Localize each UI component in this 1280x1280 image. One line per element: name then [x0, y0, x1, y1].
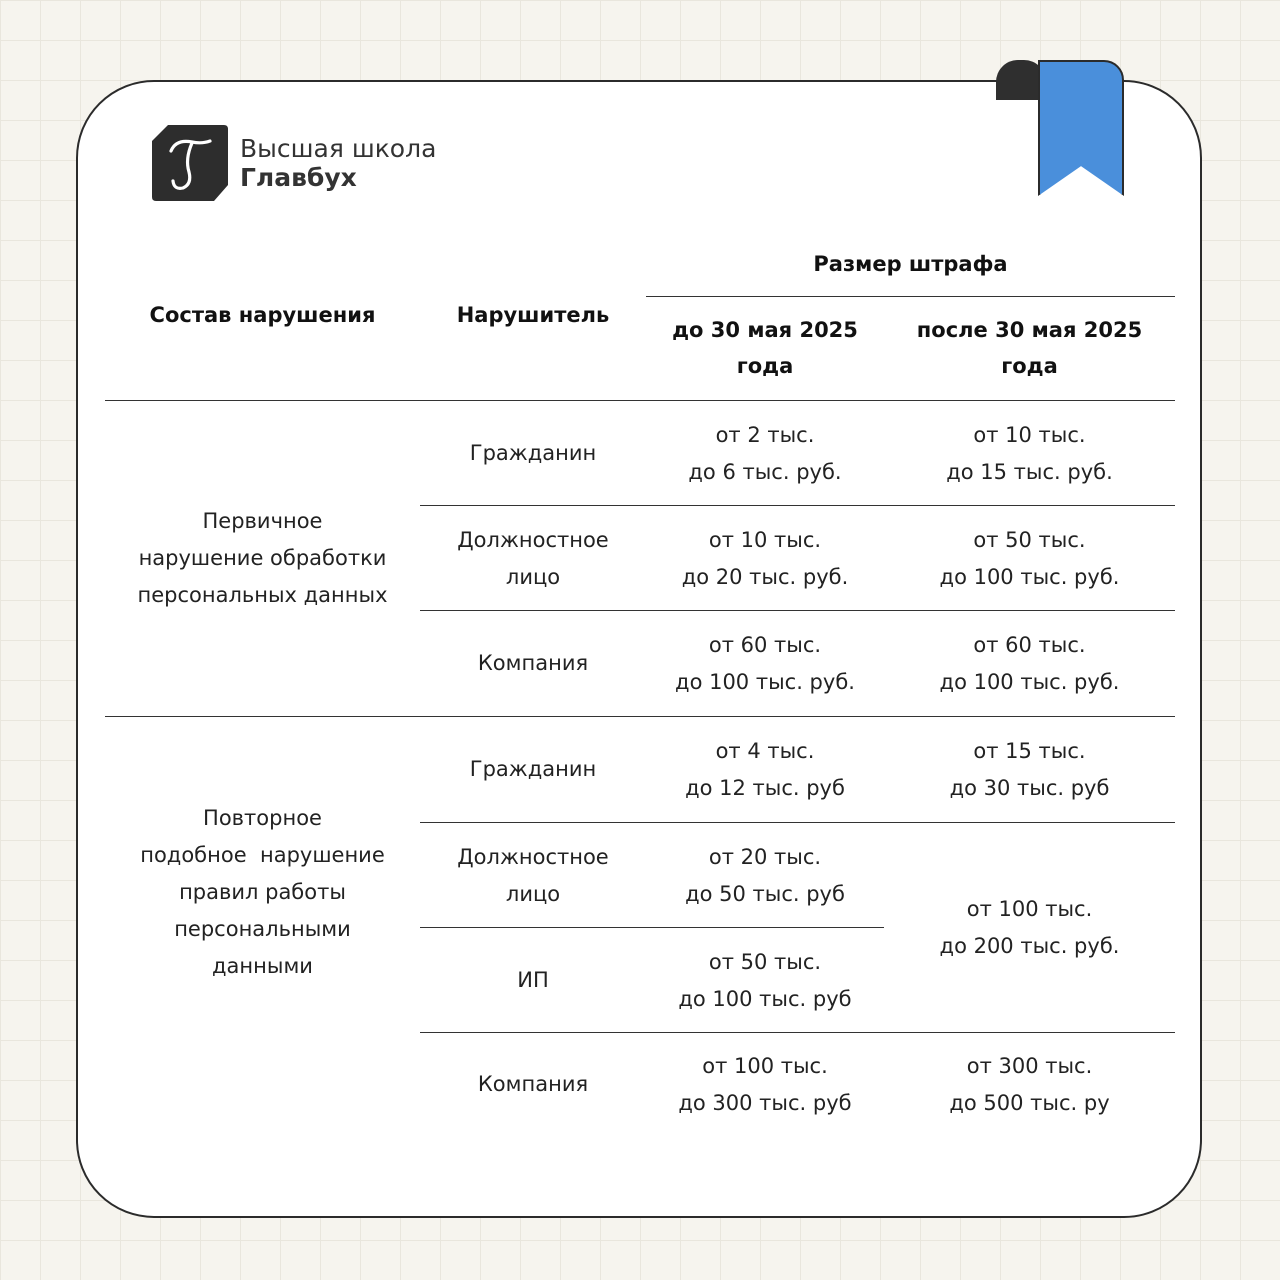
violation-line: данными [212, 953, 313, 978]
fine-line: до 20 тыс. руб. [681, 564, 849, 589]
fine-line: до 100 тыс. руб. [939, 669, 1120, 694]
fine-line: до 12 тыс. руб [685, 775, 845, 800]
violation-line: персональными [174, 916, 351, 941]
brand-line-1: Высшая школа [240, 134, 437, 163]
header-before-line2: года [736, 354, 794, 378]
fine-line: от 15 тыс. [973, 738, 1086, 763]
violator-cell [420, 506, 646, 611]
fine-after-merged-cell [884, 823, 1175, 1033]
fine-after-cell [884, 1033, 1175, 1136]
violator-line: Компания [477, 1072, 589, 1096]
fine-line: от 4 тыс. [715, 738, 815, 763]
violation-line: Первичное [202, 509, 323, 533]
violator-line: Должностное [457, 527, 609, 552]
violation-line: Повторное [203, 805, 322, 830]
header-violator: Нарушитель [456, 303, 610, 327]
fine-after-cell [884, 506, 1175, 611]
fine-line: от 10 тыс. [708, 527, 822, 552]
violator-line: лицо [505, 881, 561, 906]
violation-line: персональных данных [137, 583, 388, 607]
header-violation: Состав нарушения [149, 303, 376, 327]
header-after-date [884, 312, 1175, 384]
violator-cell [420, 401, 646, 506]
fine-before-cell [646, 611, 884, 716]
violator-cell [420, 717, 646, 822]
violator-line: лицо [505, 564, 561, 589]
fine-line: до 100 тыс. руб [678, 986, 852, 1011]
header-before-line1: до 30 мая 2025 [672, 318, 858, 342]
violation-primary [105, 401, 420, 716]
fine-before-cell [646, 1033, 884, 1136]
fine-before-cell [646, 928, 884, 1033]
violation-line: нарушение обработки [138, 546, 387, 570]
fine-line: до 300 тыс. руб [678, 1090, 852, 1115]
fine-line: до 100 тыс. руб. [675, 669, 855, 694]
violator-line: ИП [517, 968, 549, 992]
fine-line: до 100 тыс. руб. [939, 564, 1120, 589]
violator-line: Компания [477, 651, 589, 675]
header-after-line2: года [1001, 354, 1058, 378]
fine-after-cell [884, 717, 1175, 822]
fine-line: от 50 тыс. [708, 949, 822, 974]
fine-line: до 200 тыс. руб. [939, 934, 1120, 958]
fine-after-cell [884, 611, 1175, 716]
fine-line: от 100 тыс. [702, 1053, 828, 1078]
violator-line: Гражданин [469, 441, 597, 465]
fine-line: от 300 тыс. [966, 1053, 1093, 1078]
fine-line: до 50 тыс. руб [685, 881, 845, 906]
brand-name [240, 134, 436, 192]
fine-line: до 6 тыс. руб. [688, 459, 842, 484]
violation-line: правил работы [179, 879, 346, 904]
violator-cell [420, 823, 646, 928]
brand-logo-icon [152, 125, 228, 201]
fine-before-cell [646, 823, 884, 928]
violator-line: Гражданин [469, 757, 597, 781]
fine-before-cell [646, 401, 884, 506]
violator-cell [420, 611, 646, 716]
fine-line: от 60 тыс. [708, 632, 822, 657]
fine-before-cell [646, 717, 884, 822]
header-after-line1: после 30 мая 2025 [916, 318, 1143, 342]
fine-line: от 50 тыс. [973, 527, 1086, 552]
fine-line: до 30 тыс. руб [949, 775, 1110, 800]
violator-cell [420, 928, 646, 1033]
violator-line: Должностное [457, 844, 609, 869]
violation-repeated [105, 717, 420, 1067]
fine-before-cell [646, 506, 884, 611]
divider [646, 296, 1175, 297]
header-fine-size: Размер штрафа [813, 252, 1008, 276]
fine-line: до 500 тыс. ру [949, 1090, 1110, 1115]
fine-line: от 20 тыс. [708, 844, 822, 869]
fine-line: от 10 тыс. [973, 422, 1086, 447]
header-before-date [646, 312, 884, 384]
violator-cell [420, 1033, 646, 1136]
fine-line: до 15 тыс. руб. [946, 459, 1113, 484]
brand-line-2: Главбух [240, 163, 357, 192]
fine-after-cell [884, 401, 1175, 506]
fine-line: от 100 тыс. [966, 897, 1093, 921]
violation-line: подобное нарушение [140, 842, 385, 867]
fine-line: от 60 тыс. [973, 632, 1086, 657]
fine-line: от 2 тыс. [715, 422, 815, 447]
